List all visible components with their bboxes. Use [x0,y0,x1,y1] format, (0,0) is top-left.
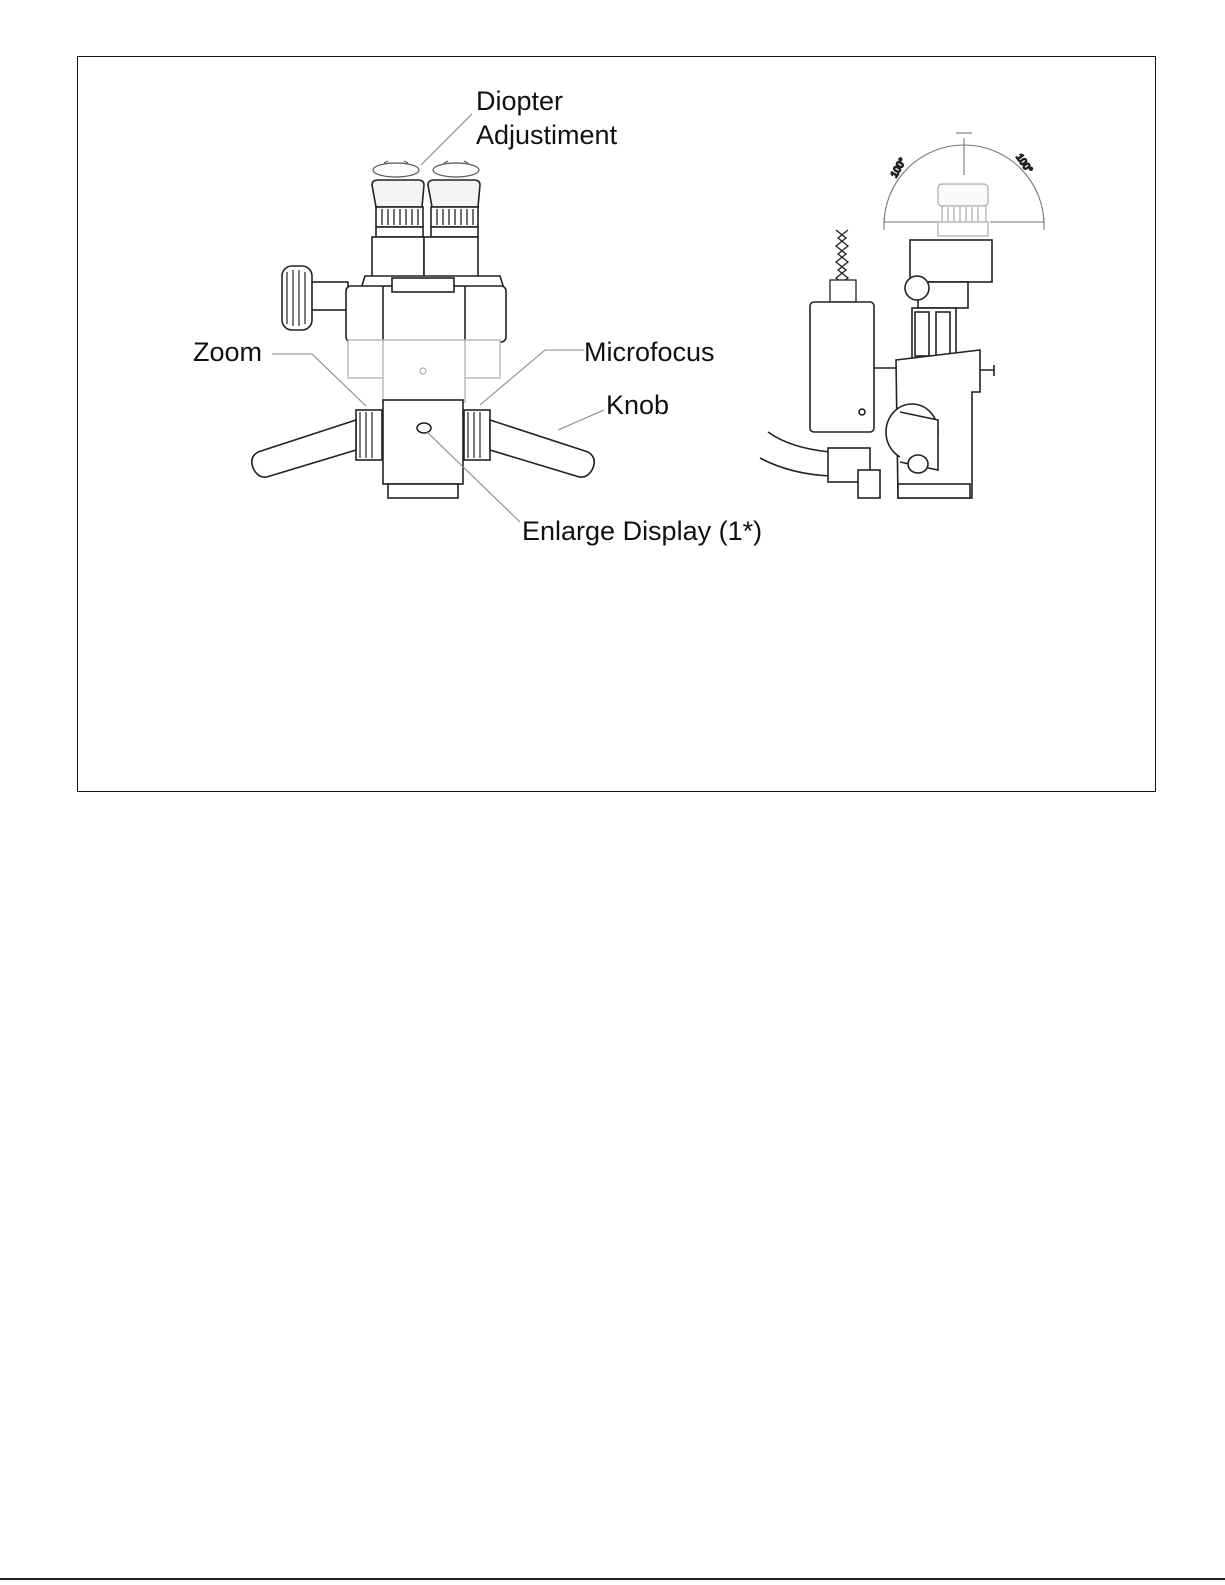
leader-diopter [421,114,472,165]
label-enlarge-display: Enlarge Display (1*) [522,516,763,546]
angle-label-left: 100° [889,156,909,180]
leader-knob [558,410,604,430]
angle-label-right: 100° [1013,152,1035,176]
side-view [760,133,1044,498]
cable-spring [830,230,856,302]
page-bottom-rule [0,1578,1225,1580]
front-view [252,161,595,498]
label-diopter-line2: Adjustiment [476,120,618,150]
label-diopter-line1: Diopter [476,86,564,116]
label-zoom: Zoom [193,337,263,367]
right-handle [490,420,594,477]
eyepiece-left [372,180,424,207]
label-knob: Knob [606,390,670,420]
tilt-knob [282,266,348,330]
label-microfocus: Microfocus [584,337,715,367]
left-handle [252,420,356,477]
diopter-rotation-arrows [373,161,479,177]
eyepiece-right [428,180,480,207]
